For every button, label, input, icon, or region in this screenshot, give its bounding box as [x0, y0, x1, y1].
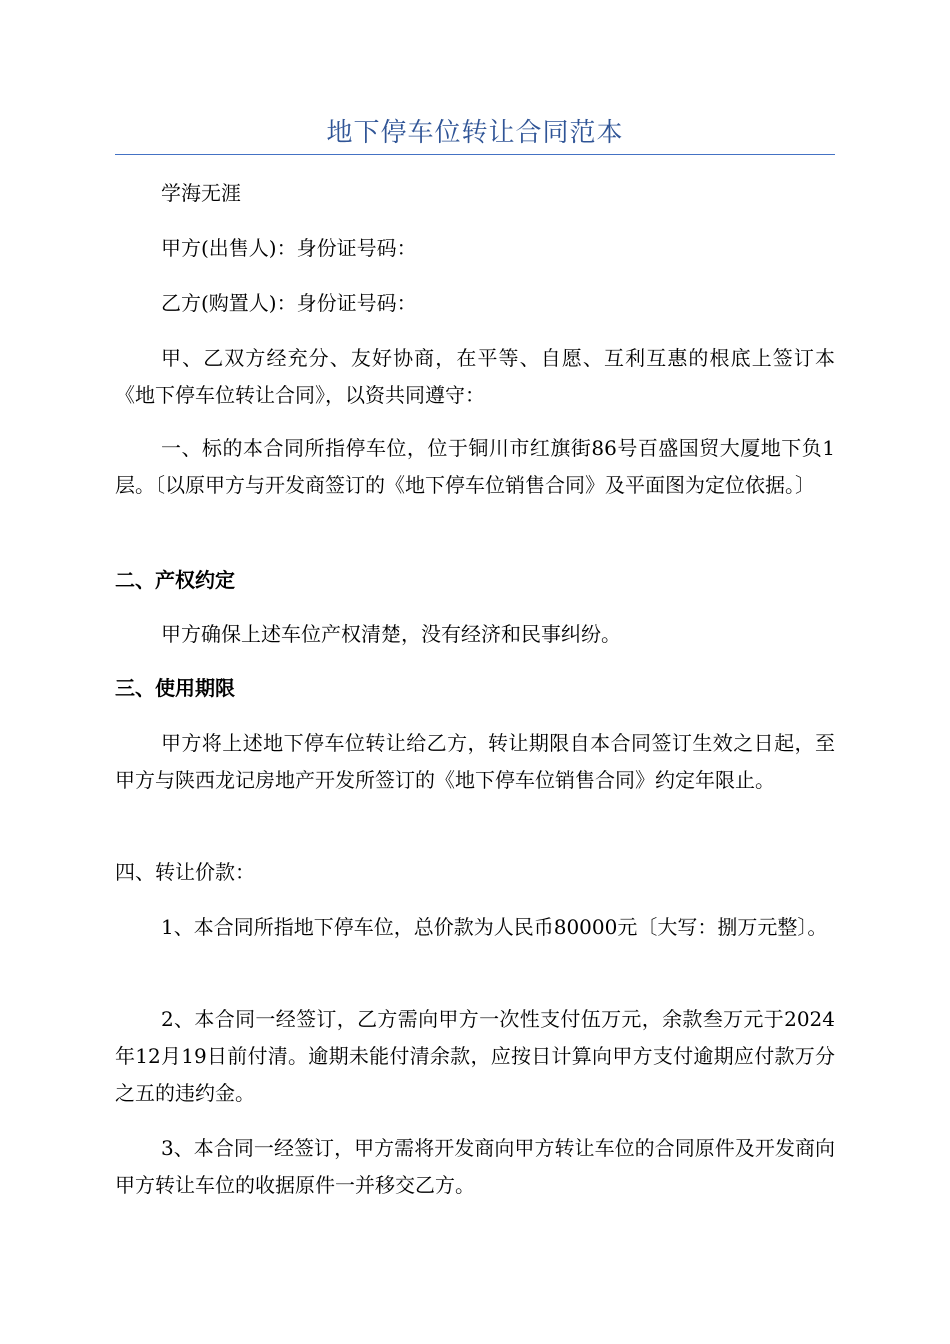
section3-heading: 三、使用期限: [115, 676, 235, 700]
section2-heading: 二、产权约定: [115, 568, 235, 592]
clause3-paragraph: 3、本合同一经签订，甲方需将开发商向甲方转让车位的合同原件及开发商向甲方转让车位的收据原件一并移交乙方。: [115, 1136, 835, 1197]
section2-paragraph: 甲方确保上述车位产权清楚，没有经济和民事纠纷。: [161, 622, 621, 646]
party-b-line: 乙方(购置人)：身份证号码：: [161, 291, 417, 315]
clause2-paragraph: 2、本合同一经签订，乙方需向甲方一次性支付伍万元，余款叁万元于2024年12月19日前付清。逾期未能付清余款，应按日计算向甲方支付逾期应付款万分之五的违约金。: [115, 1007, 835, 1105]
section4-heading: 四、转让价款：: [115, 860, 255, 884]
document-title: 地下停车位转让合同范本: [326, 118, 624, 148]
party-a-line: 甲方(出售人)：身份证号码：: [161, 236, 417, 260]
author-line: 学海无涯: [161, 181, 241, 205]
section3-paragraph: 甲方将上述地下停车位转让给乙方，转让期限自本合同签订生效之日起，至甲方与陕西龙记房地产开发所签订的《地下停车位销售合同》约定年限止。: [115, 731, 835, 792]
section1-paragraph: 一、标的本合同所指停车位，位于铜川市红旗街86号百盛国贸大厦地下负1层。〔以原甲方与开发商签订的《地下停车位销售合同》及平面图为定位依据。〕: [115, 436, 835, 497]
title-underline: [115, 154, 835, 155]
preamble-paragraph: 甲、乙双方经充分、友好协商，在平等、自愿、互利互惠的根底上签订本《地下停车位转让合同》，以资共同遵守：: [115, 346, 835, 407]
clause1-paragraph: 1、本合同所指地下停车位，总价款为人民币80000元〔大写：捌万元整〕。: [161, 915, 828, 939]
